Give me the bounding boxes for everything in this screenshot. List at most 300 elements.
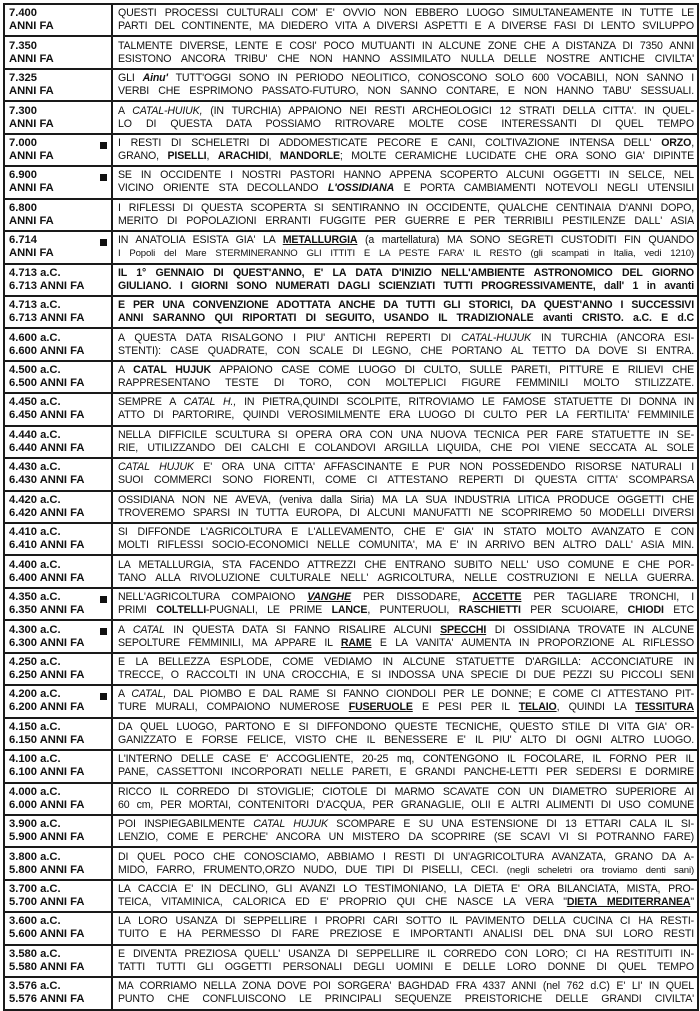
date-cell <box>4 69 112 101</box>
date-primary: 4.100 a.C. <box>9 753 61 766</box>
event-text-line <box>118 247 694 260</box>
event-text-cell <box>112 36 698 68</box>
event-text-cell <box>112 783 698 815</box>
event-text-cell <box>112 101 698 133</box>
text-segment: L'OSSIDIANA <box>327 182 395 195</box>
text-segment: TEICA, VITAMINICA, CALORICA ED E' PROPRIO QUI CHE NASCE LA VERA " <box>118 896 567 909</box>
square-bullet-icon <box>100 239 107 246</box>
date-primary: 3.580 a.C. <box>9 947 61 960</box>
event-text-cell <box>112 750 698 782</box>
text-segment: TRECCE, O RACCOLTI IN UNA CROCCHIA, E SI INDOSSA UNA SPECIE DI DUE PEZZI SU PICCOLI SENI <box>118 668 694 681</box>
text-segment: TESSITURA <box>635 701 694 714</box>
date-primary: 4.250 a.C. <box>9 655 61 668</box>
event-text-line <box>118 864 694 877</box>
date-secondary: 5.576 ANNI FA <box>9 993 85 1006</box>
event-text-line <box>118 669 694 682</box>
text-segment: , <box>206 149 218 162</box>
text-segment: ANNI SARANNO QUI RIPORTATI DI SEGUITO, USANDO IL TRADIZIONALE avanti CRISTO. a.C. E d.C <box>118 312 694 325</box>
text-segment: VANGHE <box>307 591 351 604</box>
text-segment: I RESTI DI SCHELETRI DI ADDOMESTICATE PECORE E CANI, COLTIVAZIONE INTENSA DELL' <box>118 136 662 149</box>
date-cell <box>4 783 112 815</box>
text-segment: IN ANATOLIA ESISTA GIA' LA <box>118 234 283 247</box>
event-text-cell <box>112 620 698 652</box>
timeline-row <box>4 328 698 360</box>
text-segment: COLTELLI <box>156 604 206 617</box>
event-text-line <box>118 818 694 831</box>
date-primary: 7.350 <box>9 39 37 52</box>
text-segment: RICCO IL CORREDO DI STOVIGLIE; CIOTOLE DI MARMO SCAVATE CON UN DIAMETRO SUPERIORE AI <box>118 785 694 798</box>
text-segment: E LA BELLEZZA ESPLODE, COME VEDIAMO IN ALCUNE STATUETTE D'ARGILLA: ACCONCIATURE IN <box>118 655 694 668</box>
text-segment: ACCETTE <box>472 591 522 604</box>
date-secondary: 6.600 ANNI FA <box>9 344 85 357</box>
date-primary: 7.000 <box>9 136 37 149</box>
text-segment: GANIZZATO E FORSE FELICE, VISTO CHE IL BENESSERE E' IL PIU' ALTO DI OGNI ALTRO LUOGO. <box>118 733 694 746</box>
timeline-row <box>4 555 698 587</box>
event-text-line <box>118 928 694 941</box>
date-primary: 4.440 a.C. <box>9 428 61 441</box>
event-text-line <box>118 332 694 345</box>
event-text-line <box>118 7 694 20</box>
event-text-line <box>118 494 694 507</box>
event-text-line <box>118 429 694 442</box>
timeline-row <box>4 523 698 555</box>
text-segment: LANCE <box>331 604 368 617</box>
text-segment: Ainu' <box>142 72 168 85</box>
event-text-cell <box>112 361 698 393</box>
text-segment: RIE, UTILIZZANDO DEI CALCHI E COLANDOVI ARGILLA LIQUIDA, CHE POI VIENE SECCATA AL SOLE <box>118 441 694 454</box>
timeline-body <box>4 4 698 1010</box>
date-primary: 4.300 a.C. <box>9 623 61 636</box>
timeline-row <box>4 393 698 425</box>
date-secondary: 6.713 ANNI FA <box>9 279 85 292</box>
date-cell <box>4 361 112 393</box>
event-text-line <box>118 572 694 585</box>
timeline-row <box>4 458 698 490</box>
text-segment: CATAL, <box>131 688 167 701</box>
text-segment: (IN TURCHIA) APPAIONO NEI RESTI ARCHEOLOGICI 12 STRATI DELLA CITTA'. IN QUEL- <box>202 104 694 117</box>
text-segment: E LA VANITA' AUMENTA IN PROPORZIONE AL RIFLESSO <box>371 636 694 649</box>
text-segment: DIETA MEDITERRANEA <box>566 896 691 909</box>
text-segment: LENZIO, COME E PERCHE' ANCORA UN MISTERO DA SCOPRIRE (SE SCAVI VI SI POTRANNO FARE) <box>118 831 694 844</box>
text-segment: " <box>690 896 694 909</box>
event-text-line <box>118 202 694 215</box>
text-segment: PER TAGLIARE TRONCHI, I <box>521 591 694 604</box>
text-segment: PUNTO CHE CONFLUISCONO LE PRINCIPALI SEQUENZE PREISTORICHE DELLE GRANDI CIVILTA' <box>118 993 694 1006</box>
date-primary: 7.300 <box>9 104 37 117</box>
text-segment: TROVEREMO SPARSI IN TUTTA EUROPA, DI ALCUNI MANUFATTI NE SCOPRIREMO 50 MODELLI DIVERSI <box>118 506 694 519</box>
event-text-cell <box>112 523 698 555</box>
text-segment: CATAL HUJUK <box>118 461 194 474</box>
date-cell <box>4 588 112 620</box>
date-cell <box>4 231 112 263</box>
event-text-line <box>118 539 694 552</box>
date-cell <box>4 296 112 328</box>
event-text-line <box>118 72 694 85</box>
text-segment: RAME <box>340 636 372 649</box>
date-primary: 3.900 a.C. <box>9 818 61 831</box>
text-segment: ATTO DI PARTORIRE, QUINDI VEROSIMILMENTE ERA LUOGO DI CULTO PER LA FERTILITA' FEMMINILE <box>118 409 694 422</box>
text-segment: CATAL <box>132 623 165 636</box>
event-text-line <box>118 721 694 734</box>
event-text-cell <box>112 199 698 231</box>
text-segment: E PORTA CAMBIAMENTI NOTEVOLI NEGLI UTENSILI <box>394 182 694 195</box>
text-segment: (negli scheletri ora troviamo denti sani) <box>506 864 694 876</box>
text-segment: CATAL HUJUK <box>253 818 328 831</box>
event-text-line <box>118 182 694 195</box>
text-segment: ETC <box>663 604 694 617</box>
timeline-row <box>4 426 698 458</box>
date-secondary: 6.410 ANNI FA <box>9 539 85 552</box>
event-text-line <box>118 280 694 293</box>
date-cell <box>4 620 112 652</box>
text-segment: SI DIFFONDE L'AGRICOLTURA E L'ALLEVAMENTO, CHE E' GIA' IN STATO MOLTO AVANZATO E CON <box>118 526 694 539</box>
text-segment: LA METALLURGIA, STA FACENDO ATTREZZI CHE ENTRANO SUBITO NELL' USO COMUNE E CHE POR- <box>118 558 694 571</box>
date-cell <box>4 166 112 198</box>
event-text-line <box>118 169 694 182</box>
event-text-line <box>118 915 694 928</box>
event-text-line <box>118 461 694 474</box>
text-segment: RASCHIETTI <box>458 604 521 617</box>
text-segment: ARACHIDI <box>217 149 269 162</box>
date-secondary: ANNI FA <box>9 182 54 195</box>
text-segment: CATAL-HUJUK <box>461 331 531 344</box>
text-segment: METALLURGIA <box>282 234 358 247</box>
date-primary: 4.500 a.C. <box>9 364 61 377</box>
date-cell <box>4 264 112 296</box>
event-text-line <box>118 883 694 896</box>
date-primary: 4.200 a.C. <box>9 688 61 701</box>
text-segment: SEPOLTURE FEMMINILI, MA APPARE IL <box>118 636 341 649</box>
square-bullet-icon <box>100 596 107 603</box>
date-primary: 3.800 a.C. <box>9 850 61 863</box>
timeline-row <box>4 750 698 782</box>
text-segment: SE IN OCCIDENTE I NOSTRI PASTORI HANNO APPENA SCOPERTO ALCUNI OGGETTI IN SELCE, NEL <box>118 169 694 182</box>
date-cell <box>4 880 112 912</box>
event-text-line <box>118 948 694 961</box>
square-bullet-icon <box>100 174 107 181</box>
event-text-cell <box>112 880 698 912</box>
event-text-line <box>118 604 694 617</box>
date-primary: 4.450 a.C. <box>9 396 61 409</box>
date-secondary: 5.700 ANNI FA <box>9 896 85 909</box>
date-primary: 4.000 a.C. <box>9 785 61 798</box>
date-cell <box>4 393 112 425</box>
text-segment: MERITO DI POPOLAZIONI ERRANTI FUGGITE PER GUERRE E PER TERRIBILI PESTILENZE DALL' ASIA <box>118 214 694 227</box>
event-text-line <box>118 961 694 974</box>
timeline-row <box>4 166 698 198</box>
text-segment: SCOMPARE E SU UNA ESTENSIONE DI 13 ETTARI CALA IL SI- <box>327 818 694 831</box>
date-secondary: 6.300 ANNI FA <box>9 636 85 649</box>
text-segment: CHIODI <box>627 604 664 617</box>
date-cell <box>4 101 112 133</box>
text-segment: TALMENTE DIVERSE, LENTE E COSI' POCO MUTUANTI IN ALCUNE ZONE CHE A DISTANZA DI 7350 ANNI <box>118 39 694 52</box>
text-segment: A <box>118 104 133 117</box>
date-primary: 4.420 a.C. <box>9 493 61 506</box>
event-text-cell <box>112 296 698 328</box>
text-segment: FUSERUOLE <box>348 701 413 714</box>
event-text-line <box>118 377 694 390</box>
date-secondary: ANNI FA <box>9 214 54 227</box>
text-segment: ESISTONO ANCORA TRIBU' CHE NON HANNO ASSIMILATO NULLA DELLE NOSTRE ANTICHE CIVILTA' <box>118 52 694 65</box>
date-cell <box>4 555 112 587</box>
text-segment: A <box>118 364 134 377</box>
date-primary: 6.800 <box>9 201 37 214</box>
date-secondary: 6.000 ANNI FA <box>9 798 85 811</box>
event-text-line <box>118 624 694 637</box>
text-segment: SPECCHI <box>440 623 487 636</box>
date-cell <box>4 458 112 490</box>
text-segment: LA CACCIA E' IN DECLINO, GLI AVANZI LO TESTIMONIANO, LA DIETA E' ORA BILANCIATA, MISTA, PRO- <box>118 883 694 896</box>
event-text-line <box>118 766 694 779</box>
timeline-row <box>4 718 698 750</box>
event-text-cell <box>112 264 698 296</box>
date-primary: 4.600 a.C. <box>9 331 61 344</box>
event-text-cell <box>112 328 698 360</box>
text-segment: PANE, CASSETTONI INCORPORATI NELLE PARETI, E GRANDI PANCHE-LETTI PER SEDERSI E DORMIRE <box>118 766 694 779</box>
date-primary: 3.576 a.C. <box>9 980 61 993</box>
event-text-cell <box>112 134 698 166</box>
date-secondary: 6.440 ANNI FA <box>9 441 85 454</box>
timeline-row <box>4 880 698 912</box>
event-text-cell <box>112 815 698 847</box>
date-secondary: 6.100 ANNI FA <box>9 766 85 779</box>
date-secondary: 6.350 ANNI FA <box>9 604 85 617</box>
text-segment: GIULIANO. I GIORNI SONO NUMERATI DAGLI SCIENZIATI TUTTI PROGRESSIVAMENTE, dall' 1 in avanti <box>118 279 694 292</box>
event-text-line <box>118 753 694 766</box>
event-text-line <box>118 637 694 650</box>
date-primary: 4.350 a.C. <box>9 591 61 604</box>
text-segment: TUITO E HA PERMESSO DI FARE PREZIOSE E IMPORTANTI ANALISI DEL DNA SUI LORO RESTI <box>118 928 694 941</box>
event-text-line <box>118 85 694 98</box>
timeline-row <box>4 912 698 944</box>
text-segment: DA QUEL LUOGO, PARTONO E SI DIFFONDONO QUESTE TECNICHE, QUESTO STILE DI VITA GIA' OR- <box>118 720 694 733</box>
text-segment: VERBI CHE ESPRIMONO PASSATO-FUTURO, NON SANNO CONTARE, E NON HANNO TABU' SESSUALI. <box>118 85 694 98</box>
event-text-line <box>118 364 694 377</box>
text-segment: STENTI): CASE QUADRATE, CON SCALE DI LEGNO, CHE PORTANO AL TETTO DA DOVE SI ENTRA. <box>118 344 694 357</box>
text-segment: RAPPRESENTANO TESTE DI TORO, CON MOLTEPLICI FIGURE FEMMINILI MOLTO STILIZZATE. <box>118 377 694 390</box>
date-cell <box>4 718 112 750</box>
text-segment: TATTI TUTTI GLI OGGETTI PERSONALI DEGLI UOMINI E DELLE LORO DONNE DI QUEL TEMPO <box>118 960 694 973</box>
timeline-row <box>4 361 698 393</box>
event-text-line <box>118 215 694 228</box>
timeline-row <box>4 945 698 977</box>
event-text-line <box>118 786 694 799</box>
text-segment: L'INTERNO DELLE CASE E' ACCOGLIENTE, 20-25 mq, CONTENGONO IL FOCOLARE, IL FORNO PER IL <box>118 753 694 766</box>
text-segment: PRIMI <box>118 604 157 617</box>
date-cell <box>4 4 112 36</box>
text-segment: TANO ALLA RIVOLUZIONE CULTURALE NELL' AGRICOLTURA, NELLE COSTRUZIONI E NELLA GUERRA. <box>118 571 694 584</box>
date-primary: 4.400 a.C. <box>9 558 61 571</box>
date-secondary: ANNI FA <box>9 52 54 65</box>
square-bullet-icon <box>100 628 107 635</box>
event-text-line <box>118 396 694 409</box>
timeline-row <box>4 296 698 328</box>
date-secondary: ANNI FA <box>9 117 54 130</box>
date-cell <box>4 426 112 458</box>
date-cell <box>4 36 112 68</box>
text-segment: NELL'AGRICOLTURA COMPAIONO <box>118 591 308 604</box>
text-segment: CATAL-HUIUK, <box>132 104 203 117</box>
timeline-row <box>4 264 698 296</box>
text-segment: ORZO <box>661 136 692 149</box>
event-text-line <box>118 137 694 150</box>
text-segment: MIDO, FARRO, FRUMENTO,ORZO NUDO, DUE TIPI DI PISELLI, CECI. <box>118 863 507 876</box>
event-text-line <box>118 53 694 66</box>
date-cell <box>4 815 112 847</box>
date-secondary: 6.400 ANNI FA <box>9 571 85 584</box>
event-text-line <box>118 656 694 669</box>
text-segment: (a martellatura) MA SONO SEGRETI CUSTODITI FIN QUANDO <box>357 234 694 247</box>
text-segment: 60 cm, PER MORTAI, CONTENITORI D'ACQUA, PER GRANAGLIE, OLII E ALTRI ALIMENTI DI USO COMUNE <box>118 798 694 811</box>
date-primary: 4.150 a.C. <box>9 720 61 733</box>
text-segment: E' ORA UNA CITTA' AFFASCINANTE E PUR NON POSSEDENDO RISORSE NATURALI I <box>193 461 694 474</box>
text-segment: ; MOLTE CERAMICHE LUCIDATE CHE ORA SONO GIA' DIPINTE <box>339 149 694 162</box>
date-secondary: ANNI FA <box>9 85 54 98</box>
date-cell <box>4 945 112 977</box>
event-text-cell <box>112 458 698 490</box>
text-segment: DAL PIOMBO E DAL RAME SI FANNO CIONDOLI PER LE DONNE; E COME CI ATTESTANO PIT- <box>166 688 694 701</box>
timeline-row <box>4 588 698 620</box>
date-secondary: ANNI FA <box>9 149 54 162</box>
text-segment: SUOI COMMERCI SONO FIORENTI, COME CI ATTESTANO REPERTI DI QUESTA CITTA' SCOMPARSA <box>118 474 694 487</box>
text-segment: GLI <box>118 72 143 85</box>
text-segment: DI QUEL POCO CHE CONOSCIAMO, ABBIAMO I RESTI DI UN'AGRICOLTURA AVANZATA, GRANO DA A- <box>118 850 694 863</box>
date-secondary: 6.500 ANNI FA <box>9 377 85 390</box>
timeline-row <box>4 620 698 652</box>
date-cell <box>4 653 112 685</box>
text-segment: I Popoli del Mare STERMINERANNO GLI ITTITI E LA PESTE FARA' IL RESTO (gli scampati in Italia, vedi 1210) <box>118 248 694 260</box>
event-text-cell <box>112 847 698 879</box>
date-primary: 3.600 a.C. <box>9 915 61 928</box>
event-text-line <box>118 507 694 520</box>
square-bullet-icon <box>100 142 107 149</box>
timeline-row <box>4 653 698 685</box>
text-segment: , <box>691 136 694 149</box>
event-text-line <box>118 40 694 53</box>
event-text-cell <box>112 166 698 198</box>
event-text-line <box>118 831 694 844</box>
timeline-row <box>4 199 698 231</box>
text-segment: I RIFLESSI DI QUESTA SCOPERTA SI SENTIRANNO IN OCCIDENTE, QUALCHE CENTINAIA D'ANNI DOPO, <box>118 201 694 214</box>
text-segment: APPAIONO CASE COME LUOGO DI CULTO, SULLE PARETI, PITTURE E RILIEVI CHE <box>211 364 694 377</box>
text-segment: NELLA DIFFICILE SCULTURA SI OPERA ORA CON UNA NUOVA TECNICA PER FARE STATUETTE IN SE- <box>118 428 694 441</box>
text-segment: E PESI PER IL <box>412 701 519 714</box>
text-segment: A QUESTA DATA RISALGONO I PIU' ANTICHI REPERTI DI <box>118 331 462 344</box>
text-segment: TUTT'OGGI SONO IN PERIODO NEOLITICO, CONOSCONO SOLO 600 VOCABILI, NON SANNO I <box>167 72 694 85</box>
date-primary: 6.900 <box>9 169 37 182</box>
text-segment: CATAL HUJUK <box>133 364 212 377</box>
event-text-cell <box>112 426 698 458</box>
event-text-line <box>118 734 694 747</box>
event-text-line <box>118 299 694 312</box>
date-cell <box>4 328 112 360</box>
date-secondary: ANNI FA <box>9 20 54 33</box>
event-text-line <box>118 896 694 909</box>
event-text-cell <box>112 653 698 685</box>
event-text-cell <box>112 231 698 263</box>
event-text-cell <box>112 588 698 620</box>
text-segment: PER SCUOIARE, <box>520 604 628 617</box>
text-segment: , PUNTERUOLI, <box>367 604 459 617</box>
square-bullet-icon <box>100 693 107 700</box>
event-text-line <box>118 701 694 714</box>
timeline-row <box>4 815 698 847</box>
text-segment: TURE MURALI, COMPAIONO NUMEROSE <box>118 701 349 714</box>
date-primary: 6.714 <box>9 234 37 247</box>
date-cell <box>4 912 112 944</box>
event-text-cell <box>112 945 698 977</box>
timeline-table <box>3 3 699 1011</box>
text-segment: A <box>118 623 133 636</box>
event-text-line <box>118 234 694 247</box>
timeline-row <box>4 69 698 101</box>
event-text-cell <box>112 393 698 425</box>
date-cell <box>4 523 112 555</box>
timeline-row <box>4 4 698 36</box>
text-segment: CATAL H., <box>183 396 237 409</box>
text-segment: LO DI QUESTA DATA POSSIAMO RITROVARE MOLTE COSE INTERESSANTI DI QUEL TEMPO <box>118 117 694 130</box>
event-text-line <box>118 312 694 325</box>
date-cell <box>4 134 112 166</box>
date-secondary: 6.200 ANNI FA <box>9 701 85 714</box>
date-secondary: 5.580 ANNI FA <box>9 960 85 973</box>
text-segment: PARTI DEL CONTINENTE, MA DIEDERO VITA A DIVERSI ASPETTI E A DIVERSE FASI DI LENTO SVILUPPO <box>118 20 694 33</box>
event-text-line <box>118 980 694 993</box>
timeline-row <box>4 36 698 68</box>
date-cell <box>4 750 112 782</box>
event-text-line <box>118 993 694 1006</box>
event-text-line <box>118 688 694 701</box>
event-text-line <box>118 851 694 864</box>
text-segment: PISELLI <box>167 149 207 162</box>
text-segment: PER DISSODARE, <box>350 591 473 604</box>
event-text-line <box>118 559 694 572</box>
event-text-line <box>118 150 694 163</box>
text-segment: -PUGNALI, LE PRIME <box>206 604 332 617</box>
date-secondary: ANNI FA <box>9 247 54 260</box>
event-text-line <box>118 105 694 118</box>
text-segment: , QUINDI LA <box>556 701 636 714</box>
date-primary: 4.713 a.C. <box>9 266 61 279</box>
timeline-row <box>4 847 698 879</box>
date-secondary: 6.450 ANNI FA <box>9 409 85 422</box>
event-text-line <box>118 409 694 422</box>
date-secondary: 6.150 ANNI FA <box>9 733 85 746</box>
text-segment: TELAIO <box>518 701 557 714</box>
event-text-cell <box>112 491 698 523</box>
text-segment: E PER UNA CONVENZIONE ADOTTATA ANCHE DA TUTTI GLI STORICI, DA QUEST'ANNO I SUCCESSIVI <box>118 299 694 312</box>
text-segment: , <box>268 149 280 162</box>
event-text-cell <box>112 685 698 717</box>
date-secondary: 6.250 ANNI FA <box>9 668 85 681</box>
text-segment: IL 1° GENNAIO DI QUEST'ANNO, E' LA DATA D'INIZIO NELL'AMBIENTE ASTRONOMICO DEL GIORNO <box>118 266 694 279</box>
timeline-row <box>4 231 698 263</box>
event-text-cell <box>112 912 698 944</box>
date-cell <box>4 199 112 231</box>
date-primary: 4.430 a.C. <box>9 461 61 474</box>
timeline-row <box>4 685 698 717</box>
event-text-line <box>118 799 694 812</box>
timeline-row <box>4 134 698 166</box>
event-text-cell <box>112 4 698 36</box>
event-text-line <box>118 20 694 33</box>
text-segment: E DIVENTA PREZIOSA QUELL' USANZA DI SEPPELLIRE IL CORREDO CON LORO; CI HA RESTITUITI IN- <box>118 947 694 960</box>
timeline-row <box>4 101 698 133</box>
date-cell <box>4 685 112 717</box>
event-text-line <box>118 591 694 604</box>
text-segment: IN PIETRA,QUINDI SCOLPITE, RITROVIAMO LE FAMOSE STATUETTE DI DONNA IN <box>236 396 694 409</box>
text-segment: DI OSSIDIANA TROVATE IN ALCUNE <box>486 623 694 636</box>
